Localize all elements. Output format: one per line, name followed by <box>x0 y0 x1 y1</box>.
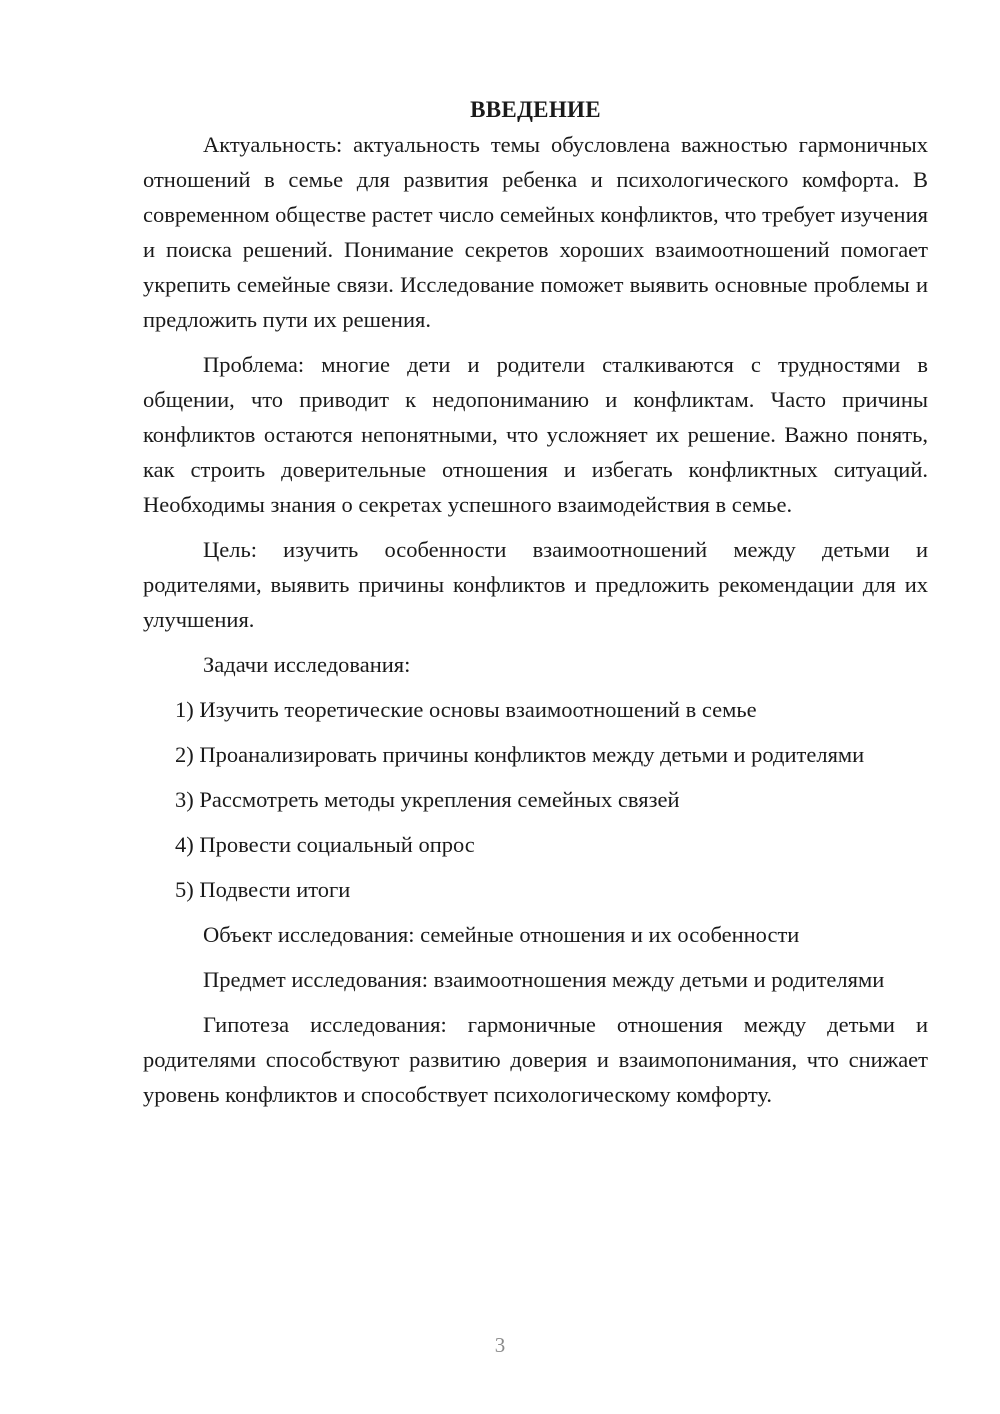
paragraph-subject: Предмет исследования: взаимоотношения между детьми и родителями <box>203 967 885 992</box>
task-item-1: 1) Изучить теоретические основы взаимоотношений в семье <box>175 697 757 722</box>
paragraph-problem: Проблема: многие дети и родители сталкиваются с трудностями в общении, что приводит к недопониманию и конфликтам. Часто причины конфликтов остаются непонятными, что усложняет их решение. Важно понять, как строить доверительные отношения и избегать конфликтных ситуаций. Необходимы знания о секретах успешного взаимодействия в семье. <box>143 352 928 517</box>
task-item-5: 5) Подвести итоги <box>175 877 351 902</box>
document-page <box>143 92 928 1112</box>
paragraph-hypothesis: Гипотеза исследования: гармоничные отношения между детьми и родителями способствуют развитию доверия и взаимопонимания, что снижает уровень конфликтов и способствует психологическому комфорту. <box>143 1012 928 1107</box>
task-item-4: 4) Провести социальный опрос <box>175 832 475 857</box>
paragraph-goal: Цель: изучить особенности взаимоотношений между детьми и родителями, выявить причины конфликтов и предложить рекомендации для их улучшения. <box>143 537 928 632</box>
task-item-2: 2) Проанализировать причины конфликтов между детьми и родителями <box>175 742 865 767</box>
document-heading: ВВЕДЕНИЕ <box>470 97 601 122</box>
paragraph-relevance: Актуальность: актуальность темы обусловлена важностью гармоничных отношений в семье для развития ребенка и психологического комфорта. В современном обществе растет число семейных конфликтов, что требует изучения и поиска решений. Понимание секретов хороших взаимоотношений помогает укрепить семейные связи. Исследование поможет выявить основные проблемы и предложить пути их решения. <box>143 132 928 332</box>
paragraph-object: Объект исследования: семейные отношения и их особенности <box>203 922 800 947</box>
paragraph-tasks-intro: Задачи исследования: <box>203 652 411 677</box>
task-item-3: 3) Рассмотреть методы укрепления семейных связей <box>175 787 680 812</box>
page-number: 3 <box>494 1333 506 1357</box>
